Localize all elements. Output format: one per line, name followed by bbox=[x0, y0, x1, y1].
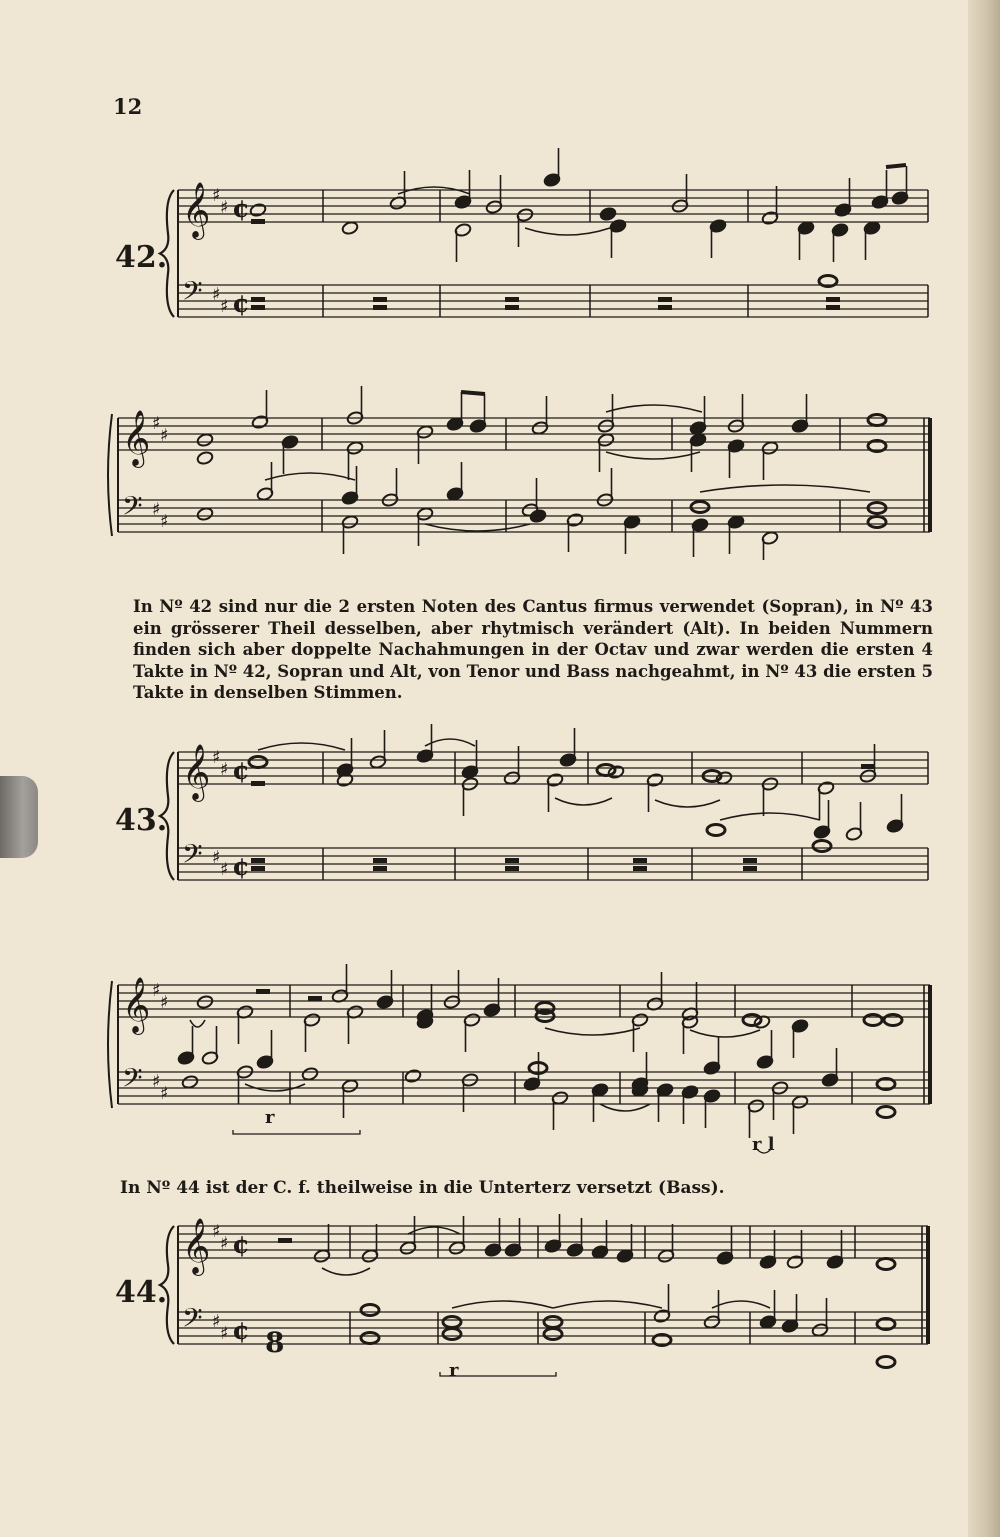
tie bbox=[408, 1227, 460, 1234]
whole-note bbox=[877, 1259, 895, 1270]
cut-time-icon: ¢ bbox=[232, 289, 250, 319]
whole-note bbox=[877, 1357, 895, 1368]
example-number-44: 44. bbox=[115, 1275, 168, 1310]
sharp-icon: ♯ bbox=[152, 981, 161, 1001]
bass-clef: 𝄢 bbox=[182, 275, 203, 313]
treble-clef: 𝄞 bbox=[122, 977, 151, 1033]
example-number-42: 42. bbox=[115, 240, 168, 275]
sharp-icon: ♯ bbox=[220, 297, 229, 317]
paragraph-text: In Nº 42 sind nur die 2 ersten Noten des Cantus firmus verwendet (Sopran), in Nº 43 ein grösserer Theil desselben, aber rhytmisch verändert (Alt). In beiden Nummern finden sich aber doppelte Nachahmungen in der Octav und zwar werden die ersten 4 Takte in Nº 42, Sopran und Alt, von Tenor und Bass nachgeahmt, in Nº 43 die ersten 5 Takte in denselben Stimmen. bbox=[133, 597, 933, 702]
whole-note bbox=[361, 1305, 379, 1316]
sharp-icon: ♯ bbox=[152, 414, 161, 434]
sharp-icon: ♯ bbox=[212, 1222, 221, 1242]
cut-time-icon: ¢ bbox=[232, 1316, 250, 1346]
page-number: 12 bbox=[113, 94, 143, 119]
bass-clef: 𝄢 bbox=[122, 490, 143, 528]
example-number-43: 43. bbox=[115, 803, 168, 838]
whole-note bbox=[443, 1329, 461, 1340]
sharp-icon: ♯ bbox=[160, 512, 169, 532]
sharp-icon: ♯ bbox=[152, 1072, 161, 1092]
time-8-icon: 8 bbox=[265, 1326, 285, 1359]
tie bbox=[452, 1301, 553, 1308]
brace bbox=[160, 1226, 174, 1344]
whole-note bbox=[544, 1329, 562, 1340]
whole-note bbox=[361, 1333, 379, 1344]
bass-clef: 𝄢 bbox=[182, 838, 203, 876]
bass-clef: 𝄢 bbox=[182, 1302, 203, 1340]
whole-note bbox=[443, 1317, 461, 1328]
sharp-icon: ♯ bbox=[212, 186, 221, 206]
caption-44: In Nº 44 ist der C. f. theilweise in die Unterterz versetzt (Bass). bbox=[120, 1178, 725, 1198]
sharp-icon: ♯ bbox=[160, 1084, 169, 1104]
sharp-icon: ♯ bbox=[212, 848, 221, 868]
whole-note bbox=[544, 1317, 562, 1328]
rest bbox=[278, 1238, 292, 1243]
cut-time-icon: ¢ bbox=[232, 194, 250, 224]
sharp-icon: ♯ bbox=[220, 198, 229, 218]
sharp-icon: ♯ bbox=[160, 993, 169, 1013]
treble-clef: 𝄞 bbox=[182, 1218, 211, 1274]
bass-clef: 𝄢 bbox=[122, 1062, 143, 1100]
sharp-icon: ♯ bbox=[212, 748, 221, 768]
treble-clef: 𝄞 bbox=[182, 182, 211, 238]
sharp-icon: ♯ bbox=[212, 1312, 221, 1332]
treble-clef: 𝄞 bbox=[122, 410, 151, 466]
sharp-icon: ♯ bbox=[152, 500, 161, 520]
sharp-icon: ♯ bbox=[160, 426, 169, 446]
sharp-icon: ♯ bbox=[220, 860, 229, 880]
tie bbox=[712, 1301, 770, 1308]
cut-time-icon: ¢ bbox=[232, 852, 250, 882]
marking-r-44: r bbox=[449, 1360, 459, 1381]
marking-r-43: r bbox=[265, 1107, 275, 1128]
treble-clef: 𝄞 bbox=[182, 744, 211, 800]
cut-time-icon: ¢ bbox=[232, 756, 250, 786]
sharp-icon: ♯ bbox=[220, 760, 229, 780]
marking-rl-43: r l bbox=[752, 1134, 775, 1155]
tie bbox=[553, 1301, 662, 1308]
cut-time-icon: ¢ bbox=[232, 1230, 250, 1260]
sharp-icon: ♯ bbox=[220, 1234, 229, 1254]
sharp-icon: ♯ bbox=[212, 285, 221, 305]
tie bbox=[322, 1268, 370, 1275]
sharp-icon: ♯ bbox=[220, 1324, 229, 1344]
